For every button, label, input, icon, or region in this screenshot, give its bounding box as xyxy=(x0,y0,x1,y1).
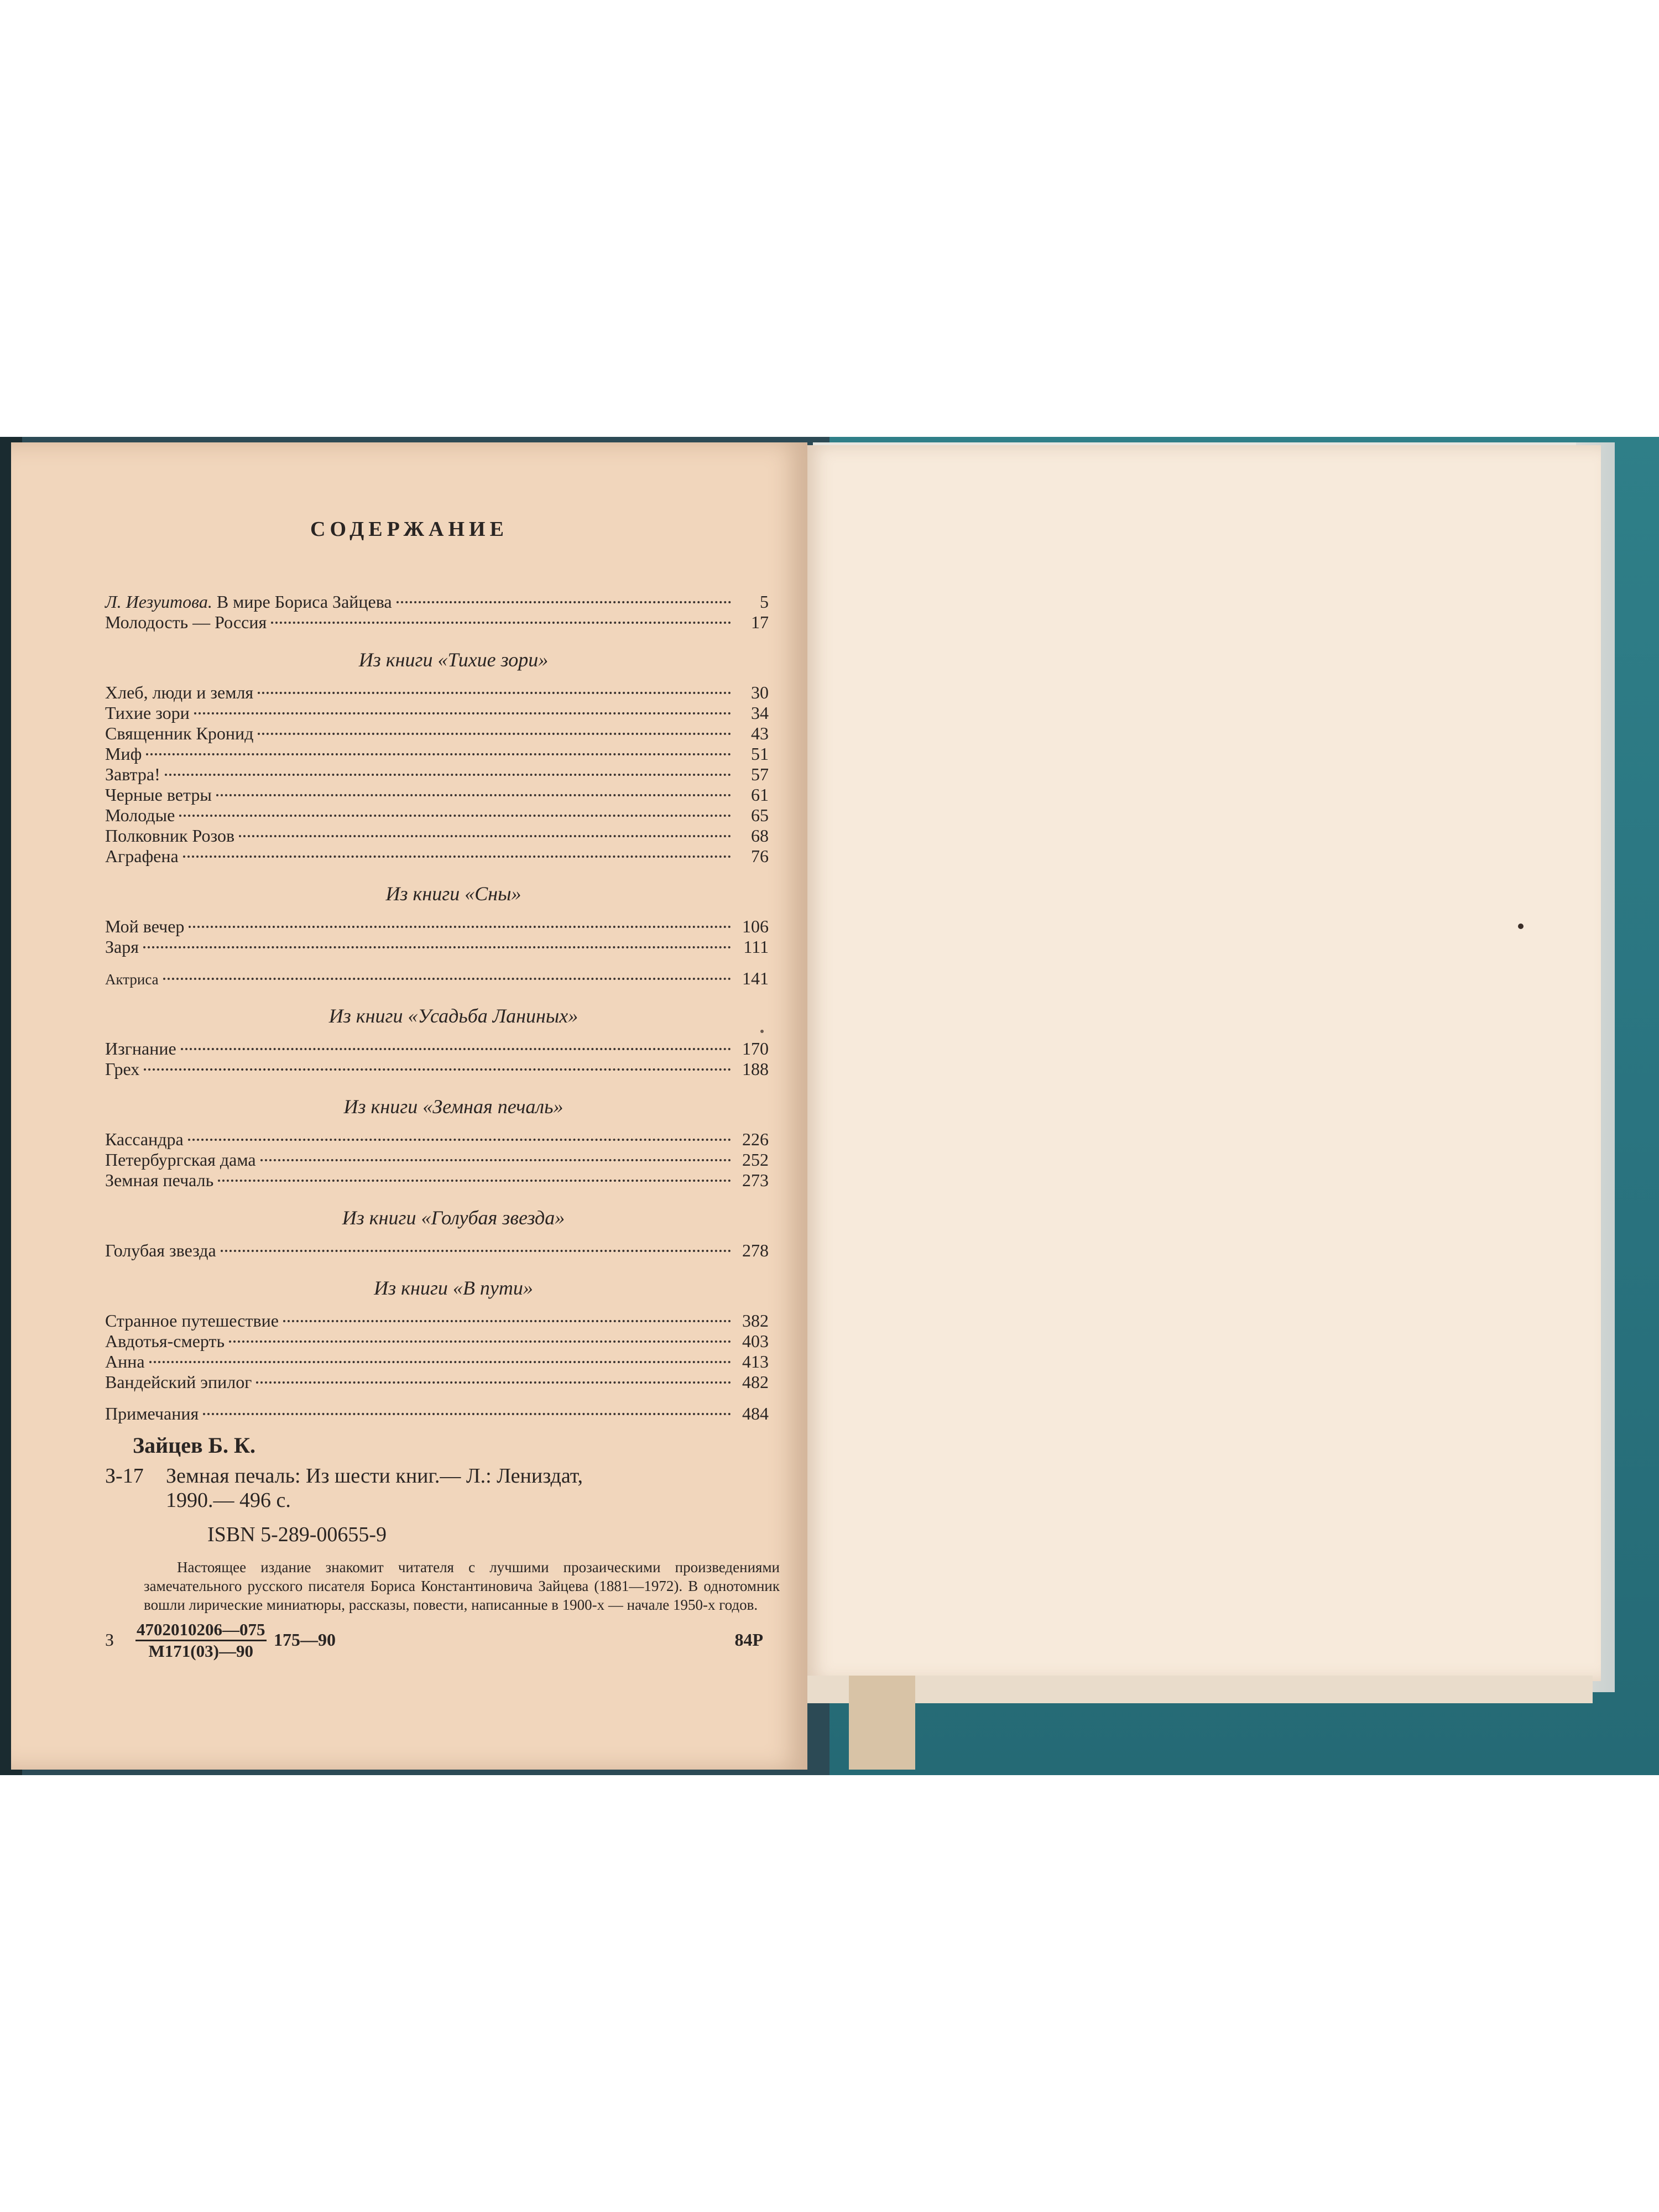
paper-speck xyxy=(1518,924,1524,929)
biblio-author: Зайцев Б. К. xyxy=(133,1433,256,1458)
dot-leader xyxy=(221,1250,731,1252)
dot-leader xyxy=(143,946,731,948)
dot-leader xyxy=(256,1381,731,1384)
biblio-isbn: ISBN 5-289-00655-9 xyxy=(207,1523,387,1546)
toc-entry-title: Странное путешествие xyxy=(105,1311,279,1331)
toc-entry-title: В мире Бориса Зайцева xyxy=(216,592,392,612)
dot-leader xyxy=(188,1139,731,1141)
toc-entry-title: Молодость — Россия xyxy=(105,612,267,632)
toc-entry-title: Завтра! xyxy=(105,764,160,784)
toc-entry-page: 68 xyxy=(751,826,769,846)
toc-entry-title: Молодые xyxy=(105,805,175,825)
toc-entry-page: 170 xyxy=(742,1039,769,1058)
toc-entry xyxy=(105,1311,769,1331)
bibliographic-record xyxy=(105,1432,780,1670)
biblio-fraction xyxy=(135,1620,267,1661)
toc-entry-page: 5 xyxy=(760,592,769,612)
dot-leader xyxy=(260,1159,731,1161)
toc-entry xyxy=(105,1039,769,1059)
toc-entry-title: Анна xyxy=(105,1352,145,1371)
toc-entry-page: 278 xyxy=(742,1240,769,1260)
toc-entry xyxy=(105,1150,769,1170)
dot-leader xyxy=(181,1048,731,1050)
toc-entry xyxy=(105,1372,769,1392)
toc-entry-page: 51 xyxy=(751,744,769,764)
toc-entry-page: 76 xyxy=(751,846,769,866)
toc-entry-title: Примечания xyxy=(105,1404,199,1423)
dot-leader xyxy=(183,855,731,858)
toc-entry-page: 34 xyxy=(751,703,769,723)
section-heading: Из книги «Тихие зори» xyxy=(358,649,549,671)
toc-entry-title: Петербургская дама xyxy=(105,1150,256,1170)
toc-entry xyxy=(105,1240,769,1261)
biblio-z: З xyxy=(105,1630,114,1650)
dot-leader xyxy=(163,978,731,980)
toc-title: СОДЕРЖАНИЕ xyxy=(310,518,508,541)
dot-leader xyxy=(258,692,731,694)
table-of-contents xyxy=(105,592,769,1424)
biblio-code: З-17 xyxy=(105,1464,144,1488)
toc-entry-title: Вандейский эпилог xyxy=(105,1372,252,1392)
dot-leader xyxy=(149,1361,731,1363)
toc-entry xyxy=(105,785,769,805)
toc-entry xyxy=(105,1170,769,1191)
toc-entry-page: 106 xyxy=(742,916,769,936)
toc-entry-page: 43 xyxy=(751,723,769,743)
toc-entry xyxy=(105,764,769,785)
toc-entry xyxy=(105,723,769,744)
dot-leader xyxy=(144,1068,731,1071)
toc-entry xyxy=(105,1352,769,1372)
page-bottom-strip xyxy=(807,1676,1593,1703)
section-heading: Из книги «Голубая звезда» xyxy=(342,1207,565,1229)
toc-entry-title: Земная печаль xyxy=(105,1170,214,1190)
fraction-top: 4702010206—075 xyxy=(135,1620,267,1641)
toc-entry-page: 252 xyxy=(742,1150,769,1170)
toc-entry-page: 382 xyxy=(742,1311,769,1331)
toc-entry-author: Л. Иезуитова. xyxy=(105,592,212,612)
dot-leader xyxy=(239,835,731,837)
dot-leader xyxy=(179,815,731,817)
dot-leader xyxy=(194,712,731,714)
section-heading: Из книги «В пути» xyxy=(374,1277,533,1299)
toc-entry-title: Голубая звезда xyxy=(105,1240,216,1260)
toc-entry-page: 141 xyxy=(742,968,769,988)
toc-entry-page: 413 xyxy=(742,1352,769,1371)
toc-entry xyxy=(105,1331,769,1352)
toc-entry-title: Авдотья-смерть xyxy=(105,1331,225,1351)
toc-entry xyxy=(105,1059,769,1079)
toc-entry xyxy=(105,937,769,957)
paper-tab xyxy=(849,1676,915,1770)
toc-entry xyxy=(105,1129,769,1150)
toc-entry-page: 226 xyxy=(742,1129,769,1149)
biblio-year: 1990.— 496 с. xyxy=(166,1489,291,1512)
blank-right-page xyxy=(805,445,1601,1681)
toc-entry-page: 30 xyxy=(751,682,769,702)
toc-entry xyxy=(105,826,769,846)
section-heading: Из книги «Земная печаль» xyxy=(343,1095,564,1118)
toc-entry-page: 484 xyxy=(742,1404,769,1423)
toc-entry-page: 65 xyxy=(751,805,769,825)
contents-page xyxy=(11,442,807,1770)
toc-entry xyxy=(105,846,769,867)
toc-entry-title: Грех xyxy=(105,1059,140,1079)
toc-entry-page: 61 xyxy=(751,785,769,805)
toc-entry-page: 111 xyxy=(743,937,769,957)
dot-leader xyxy=(397,601,731,603)
toc-entry-title: Тихие зори xyxy=(105,703,190,723)
toc-entry-title: Кассандра xyxy=(105,1129,184,1149)
toc-entry-title: Полковник Розов xyxy=(105,826,235,846)
toc-entry-title: Черные ветры xyxy=(105,785,212,805)
toc-entry-page: 403 xyxy=(742,1331,769,1351)
toc-entry-page: 57 xyxy=(751,764,769,784)
toc-entry-title: Мой вечер xyxy=(105,916,185,936)
section-heading: Из книги «Усадьба Ланиных» xyxy=(328,1005,578,1027)
toc-entry-title: Хлеб, люди и земля xyxy=(105,682,254,702)
biblio-bbk: 84Р xyxy=(734,1630,763,1650)
dot-leader xyxy=(203,1413,731,1415)
toc-entry xyxy=(105,682,769,703)
toc-entry-page: 17 xyxy=(751,612,769,632)
biblio-annotation: Настоящее издание знакомит читателя с лучшими прозаическими произведениями замечательного русского писателя Бориса Константиновича Зайцева (1881—1972). В однотомник вошли лирические миниатюры, рассказы, повести, написанные в 1900-х — начале 1950-х годов. xyxy=(144,1559,780,1613)
toc-entry-page: 482 xyxy=(742,1372,769,1392)
toc-entry-title: Миф xyxy=(105,744,142,764)
toc-entry-title: Священник Кронид xyxy=(105,723,254,743)
toc-entry-title: Аграфена xyxy=(105,846,179,866)
toc-entry-title: Изгнание xyxy=(105,1039,176,1058)
toc-entry xyxy=(105,592,769,612)
section-heading: Из книги «Сны» xyxy=(385,883,521,905)
dot-leader xyxy=(218,1180,731,1182)
toc-entry xyxy=(105,1404,769,1424)
dot-leader xyxy=(258,733,731,735)
toc-entry-title: Актриса xyxy=(105,971,159,988)
toc-entry xyxy=(105,744,769,764)
toc-entry xyxy=(105,916,769,937)
toc-entry-page: 273 xyxy=(742,1170,769,1190)
biblio-title: Земная печаль: Из шести книг.— Л.: Лениздат, xyxy=(166,1464,583,1488)
dot-leader xyxy=(189,926,731,928)
dot-leader xyxy=(283,1320,731,1322)
toc-entry-page: 188 xyxy=(742,1059,769,1079)
dot-leader xyxy=(216,794,731,796)
dot-leader xyxy=(271,622,731,624)
dot-leader xyxy=(146,753,731,755)
biblio-number: 175—90 xyxy=(274,1630,336,1650)
dot-leader xyxy=(165,774,731,776)
toc-entry xyxy=(105,968,769,989)
toc-entry xyxy=(105,703,769,723)
dot-leader xyxy=(229,1340,731,1343)
fraction-bottom: М171(03)—90 xyxy=(148,1641,253,1661)
toc-entry xyxy=(105,805,769,826)
toc-entry-title: Заря xyxy=(105,937,139,957)
toc-entry xyxy=(105,612,769,633)
